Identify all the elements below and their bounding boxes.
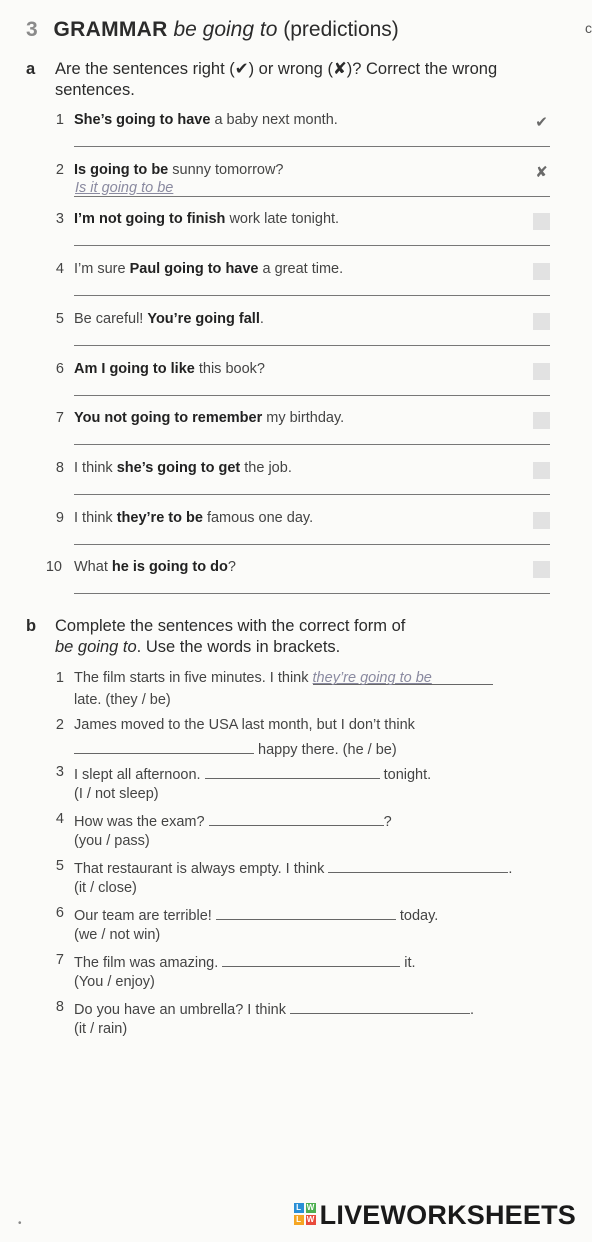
sentence-start: That restaurant is always empty. I think xyxy=(74,861,329,877)
sentence-bold: Am I going to like xyxy=(74,360,195,377)
exercise-number: 3 xyxy=(26,18,38,41)
answer-text[interactable]: Is it going to be xyxy=(75,179,174,196)
item-number: 3 xyxy=(55,211,64,228)
answer-line[interactable] xyxy=(74,245,550,246)
answer-checkbox[interactable] xyxy=(533,462,550,479)
liveworksheets-logo xyxy=(294,1200,576,1231)
section-b-letter: b xyxy=(26,617,37,635)
sentence-post: ? xyxy=(227,559,236,576)
sentence-post: work late tonight. xyxy=(225,211,340,228)
exercise-a-row xyxy=(0,460,588,510)
sentence-hint: (You / enjoy) xyxy=(74,974,155,990)
answer-blank[interactable] xyxy=(290,999,470,1014)
sentence-line2 xyxy=(74,974,155,990)
logo-square: W xyxy=(306,1202,315,1212)
item-number: 4 xyxy=(55,811,64,827)
sentence-start: The film starts in five minutes. I think xyxy=(74,670,313,686)
answer-checkbox[interactable] xyxy=(533,561,550,578)
sentence-end: . xyxy=(508,861,513,877)
exercise-subtitle: (predictions) xyxy=(283,18,399,41)
sentence-text xyxy=(74,410,344,426)
sentence-post: the job. xyxy=(240,459,292,476)
exercise-a-row xyxy=(0,410,588,460)
sentence-post: sunny tomorrow? xyxy=(168,161,284,178)
item-number: 5 xyxy=(55,310,64,327)
sentence-end: ? xyxy=(383,814,392,830)
section-b-instruction xyxy=(55,616,565,658)
sentence-bold: she’s going to get xyxy=(116,459,241,476)
page-dot: • xyxy=(18,1218,22,1229)
sentence-line2 xyxy=(74,927,160,943)
sentence-line1 xyxy=(74,999,474,1018)
answer-line[interactable] xyxy=(74,593,550,594)
sentence-line2 xyxy=(74,739,397,758)
answer-blank[interactable]: they’re going to be xyxy=(313,670,493,685)
sentence-end: tonight. xyxy=(379,767,432,783)
sentence-line1 xyxy=(74,905,438,924)
sentence-pre: What xyxy=(74,559,112,576)
logo-square: L xyxy=(294,1215,304,1225)
item-number: 5 xyxy=(55,858,64,874)
sentence-text xyxy=(74,311,264,327)
answer-line[interactable] xyxy=(74,295,550,296)
exercise-a-row xyxy=(0,211,588,261)
sentence-end: . xyxy=(470,1002,475,1018)
cross-icon[interactable]: ✘ xyxy=(535,163,548,181)
sentence-line1 xyxy=(74,811,392,830)
answer-line[interactable] xyxy=(74,395,550,396)
sentence-line1 xyxy=(74,858,512,877)
sentence-line1 xyxy=(74,717,415,733)
item-number: 8 xyxy=(55,459,64,476)
sentence-hint: (it / close) xyxy=(74,880,137,896)
answer-line[interactable] xyxy=(74,444,550,445)
section-a-instruction-line1: Are the sentences right (✔) or wrong (✘)? Correct the wrong xyxy=(55,60,498,78)
answer-line[interactable] xyxy=(74,345,550,346)
item-number: 1 xyxy=(55,670,64,686)
sentence-start: How was the exam? xyxy=(74,814,209,830)
sentence-post: this book? xyxy=(194,360,265,377)
section-b-instruction-line2 xyxy=(55,637,565,658)
sentence-line2 xyxy=(74,1021,127,1037)
section-a-letter: a xyxy=(26,60,36,78)
sentence-hint: (we / not win) xyxy=(74,927,161,943)
item-number: 6 xyxy=(55,905,64,921)
item-number: 7 xyxy=(55,410,64,427)
exercise-a-row xyxy=(0,112,588,162)
sentence-text xyxy=(74,211,339,227)
item-number: 8 xyxy=(55,999,64,1015)
item-number: 9 xyxy=(55,509,64,526)
sentence-pre: I think xyxy=(74,509,117,526)
sentence-pre: Be careful! xyxy=(74,310,148,327)
exercise-a-row xyxy=(0,510,588,560)
answer-line[interactable] xyxy=(74,544,550,545)
item-number: 1 xyxy=(55,112,64,128)
exercise-a-row xyxy=(0,162,588,212)
sentence-line2 xyxy=(74,692,171,708)
section-b-instruction-rest: . Use the words in brackets. xyxy=(136,638,341,656)
answer-checkbox[interactable] xyxy=(533,313,550,330)
answer-blank[interactable] xyxy=(328,858,508,873)
sentence-pre: I think xyxy=(74,459,117,476)
sentence-start: Do you have an umbrella? I think xyxy=(74,1002,291,1018)
answer-line[interactable] xyxy=(74,494,550,495)
liveworksheets-logo-icon xyxy=(294,1203,316,1225)
answer-blank[interactable] xyxy=(74,739,254,754)
sentence-bold: he is going to do xyxy=(111,559,228,576)
sentence-bold: Is going to be xyxy=(74,161,169,178)
answer-checkbox[interactable] xyxy=(533,512,550,529)
logo-square: L xyxy=(294,1203,304,1213)
sentence-hint: (you / pass) xyxy=(74,833,150,849)
sentence-text xyxy=(74,510,313,526)
answer-checkbox[interactable] xyxy=(533,213,550,230)
sentence-bold: You not going to remember xyxy=(74,410,263,427)
sentence-start: The film was amazing. xyxy=(74,955,223,971)
section-b-instruction-line1: Complete the sentences with the correct form of xyxy=(55,617,406,635)
sentence-line2 xyxy=(74,880,137,896)
exercise-a-row xyxy=(0,261,588,311)
sentence-post: . xyxy=(259,310,264,327)
exercise-a-row xyxy=(0,559,588,609)
margin-mark: c xyxy=(585,20,592,36)
sentence-line1 xyxy=(74,764,431,783)
sentence-line2 xyxy=(74,786,159,802)
tick-icon[interactable]: ✔ xyxy=(535,114,548,131)
section-a-instruction-line2: sentences. xyxy=(55,81,135,99)
sentence-bold: Paul going to have xyxy=(129,261,259,278)
answer-blank[interactable] xyxy=(205,764,380,779)
item-number: 4 xyxy=(55,261,64,278)
answer-blank[interactable] xyxy=(209,811,384,826)
section-b-instruction-italic: be going to xyxy=(55,638,137,656)
sentence-start: James moved to the USA last month, but I don’t think xyxy=(74,717,415,733)
sentence-bold: She’s going to have xyxy=(74,112,211,128)
sentence-post: famous one day. xyxy=(202,509,314,526)
answer-checkbox[interactable] xyxy=(533,263,550,280)
sentence-text xyxy=(74,460,292,476)
sentence-line2 xyxy=(74,833,150,849)
sentence-hint: happy there. (he / be) xyxy=(258,742,397,758)
exercise-a-row xyxy=(0,361,588,411)
sentence-bold: You’re going fall xyxy=(147,310,260,327)
item-number: 2 xyxy=(55,717,64,733)
sentence-text xyxy=(74,361,265,377)
section-a-instruction xyxy=(55,59,565,101)
sentence-text xyxy=(74,162,284,178)
sentence-hint: late. (they / be) xyxy=(74,692,171,708)
exercise-header xyxy=(26,18,399,42)
sentence-text xyxy=(74,112,338,128)
answer-blank[interactable] xyxy=(222,952,400,967)
sentence-line1 xyxy=(74,670,493,686)
item-number: 10 xyxy=(45,559,62,576)
sentence-text xyxy=(74,261,343,277)
item-number: 7 xyxy=(55,952,64,968)
answer-checkbox[interactable] xyxy=(533,412,550,429)
item-number: 2 xyxy=(55,161,64,178)
answer-blank[interactable] xyxy=(216,905,396,920)
sentence-bold: I’m not going to finish xyxy=(74,211,226,228)
sentence-post: my birthday. xyxy=(262,410,345,427)
sentence-post: a baby next month. xyxy=(210,112,338,128)
item-number: 6 xyxy=(55,360,64,377)
sentence-end: today. xyxy=(395,908,439,924)
exercise-a-row xyxy=(0,311,588,361)
sentence-hint: (I / not sleep) xyxy=(74,786,159,802)
sentence-text xyxy=(74,559,236,575)
sentence-hint: (it / rain) xyxy=(74,1021,128,1037)
item-number: 3 xyxy=(55,764,64,780)
sentence-pre: I’m sure xyxy=(74,261,130,278)
sentence-end: it. xyxy=(400,955,416,971)
sentence-start: I slept all afternoon. xyxy=(74,767,205,783)
liveworksheets-logo-text: LIVEWORKSHEETS xyxy=(319,1200,576,1230)
exercise-title: GRAMMAR xyxy=(53,18,168,41)
sentence-line1 xyxy=(74,952,416,971)
answer-checkbox[interactable] xyxy=(533,363,550,380)
sentence-post: a great time. xyxy=(258,261,344,278)
sentence-start: Our team are terrible! xyxy=(74,908,216,924)
sentence-bold: they’re to be xyxy=(116,509,203,526)
logo-square: W xyxy=(306,1214,315,1224)
answer-line[interactable] xyxy=(74,196,550,197)
answer-line[interactable] xyxy=(74,146,550,147)
exercise-subtitle-italic: be going to xyxy=(173,18,278,41)
